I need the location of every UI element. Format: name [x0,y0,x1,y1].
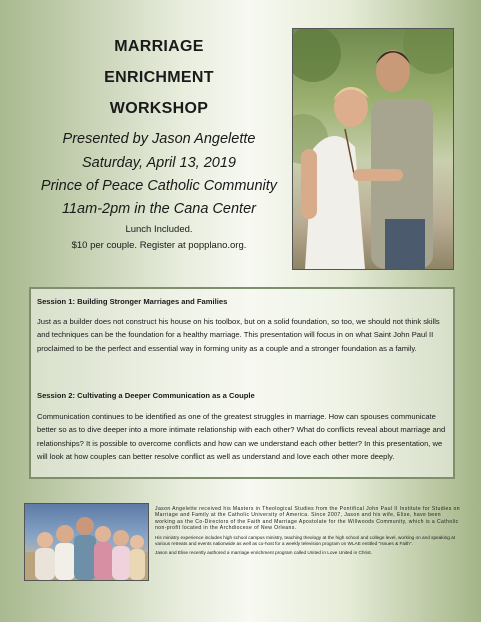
session-2-title: Session 2: Cultivating a Deeper Communication as a Couple [37,391,255,400]
date-line: Saturday, April 13, 2019 [82,155,236,171]
bio-paragraph-3: Jason and Elise recently authored a marriage enrichment program called United in Love United in Christ. [155,550,373,556]
family-photo [24,503,149,581]
session-1-title: Session 1: Building Stronger Marriages and Families [37,297,228,306]
presenter-bio [155,506,460,560]
bio-paragraph-2: His ministry experience includes high school campus ministry, teaching theology at the high school and college level, working on and speaking at various retreats and events nationwide as well as co-host for a weekly television program on WLAE entitled "Issues & Faith". [155,534,456,547]
venue-line: Prince of Peace Catholic Community [40,178,278,194]
couple-photo [292,28,454,270]
title-line-2: ENRICHMENT [104,69,214,86]
lunch-line: Lunch Included. [125,224,193,235]
time-place-line: 11am-2pm in the Cana Center [62,201,256,217]
presenter-line: Presented by Jason Angelette [62,131,256,147]
title-line-3: WORKSHOP [109,100,209,117]
title-line-1: MARRIAGE [114,38,204,55]
session-1-body: Just as a builder does not construct his house on his toolbox, but on a solid foundation, so too, we should not think skills and techniques can be the foundation for a healthy marriage. This presentation will focus in on what Saint John Paul II proclaimed to be the perfect and essential way in forming unity as a couple and a stronger foundation as a family. [37,317,440,353]
session-2-body: Communication continues to be identified as one of the greatest struggles in marriage. How can spouses communicate better so as to dive deeper into a more intimate relationship with each other? What do conflicts reveal about marriage and relationships? It is possible to overcome conflicts and how can we understand each other better? In this presentation, we will look at how couples can better resolve conflict as well as understand and love each other more deeply. [37,412,446,461]
sessions-box [29,287,455,479]
price-register-line: $10 per couple. Register at popplano.org. [71,240,247,251]
bio-paragraph-1: Jason Angelette received his Masters in Theological Studies from the Pontifical John Paul II Institute for Studies on Marriage and Family at the Catholic University of America. Since 2007, Jason and his wife, Elise, have been working as the Co-Directors of the Faith and Marriage Apostolate for the Willwoods Community, which is a Catholic non-profit located in the Archdiocese of New Orleans. [155,506,460,532]
